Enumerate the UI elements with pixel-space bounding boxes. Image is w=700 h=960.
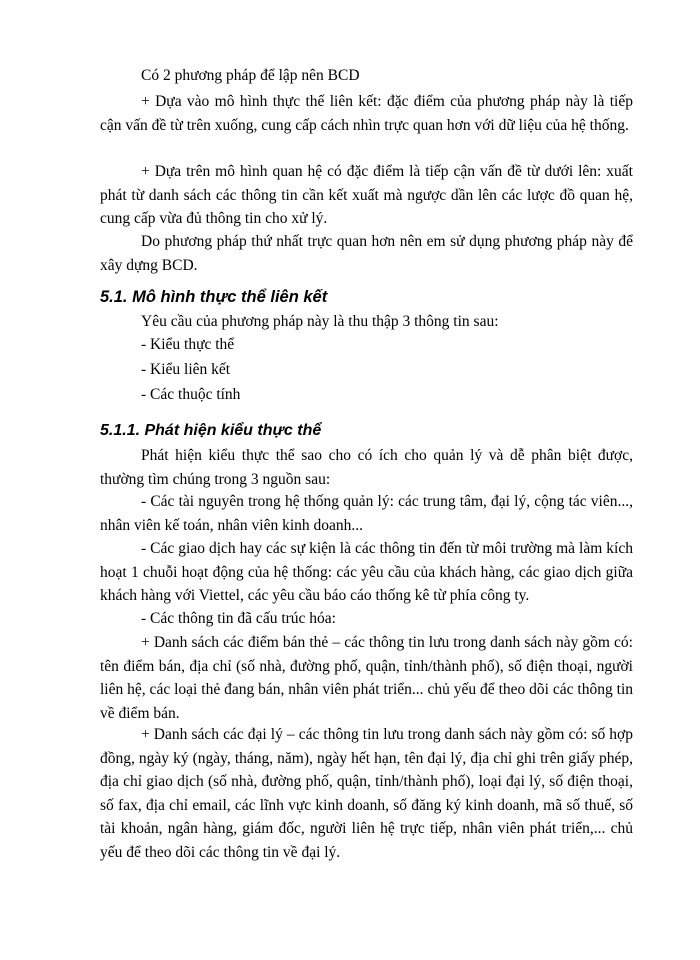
source-transactions: - Các giao dịch hay các sự kiện là các thông tin đến từ môi trường mà làm kích hoạt 1 chuỗi hoạt động của hệ thống: các yêu cầu của khách hàng, các giao dịch giữa khách hàng với Viettel, các yêu cầu báo cáo thống kê từ phía công ty. [100,540,633,604]
source-structured-info: - Các thông tin đã cấu trúc hóa: [141,610,336,627]
list-points-of-sale: + Danh sách các điểm bán thẻ – các thông tin lưu trong danh sách này gồm có: tên điểm bán, địa chỉ (số nhà, đường phố, quận, tỉnh/thành phố), số điện thoại, người liên hệ, các loại thẻ đang bán, nhân viên phát triển... chủ yếu để theo dõi các thông tin về điểm bán. [100,634,633,722]
intro-method-2: + Dựa trên mô hình quan hệ có đặc điểm là tiếp cận vấn đề từ dưới lên: xuất phát từ danh sách các thông tin cần kết xuất mà ngược dần lên các lược đồ quan hệ, cung cấp vừa đủ thông tin cho xử lý. [100,163,633,227]
list-item: - Các thuộc tính [141,386,241,403]
intro-lead: Có 2 phương pháp để lập nên BCD [141,67,360,84]
section-5-1-1-lead: Phát hiện kiểu thực thể sao cho có ích cho quản lý và dễ phân biệt được, thường tìm chúng trong 3 nguồn sau: [100,447,633,488]
list-agents: + Danh sách các đại lý – các thông tin lưu trong danh sách này gồm có: số hợp đồng, ngày ký (ngày, tháng, năm), ngày hết hạn, tên đại lý, địa chỉ ghi trên giấy phép, địa chỉ giao dịch (số nhà, đường phố, quận, tỉnh/thành phố), loại đại lý, số điện thoại, số fax, địa chỉ email, các lĩnh vực kinh doanh, số đăng ký kinh doanh, mã số thuế, số tài khoản, ngân hàng, giám đốc, người liên hệ trực tiếp, nhân viên phát triển,... chủ yếu để theo dõi các thông tin về đại lý. [100,726,633,861]
source-resources: - Các tài nguyên trong hệ thống quản lý: các trung tâm, đại lý, cộng tác viên..., nhân viên kế toán, nhân viên kinh doanh... [100,493,633,534]
section-5-1-lead: Yêu cầu của phương pháp này là thu thập 3 thông tin sau: [141,313,499,330]
list-item: - Kiểu thực thể [141,336,235,353]
section-heading-5-1-1: 5.1.1. Phát hiện kiểu thực thể [100,422,322,439]
intro-method-1: + Dựa vào mô hình thực thể liên kết: đặc điểm của phương pháp này là tiếp cận vấn đề từ trên xuống, cung cấp cách nhìn trực quan hơn với dữ liệu của hệ thống. [100,93,633,134]
intro-choice: Do phương pháp thứ nhất trực quan hơn nên em sử dụng phương pháp này để xây dựng BCD. [100,233,633,274]
list-item: - Kiểu liên kết [141,361,231,378]
section-heading-5-1: 5.1. Mô hình thực thể liên kết [100,288,328,306]
